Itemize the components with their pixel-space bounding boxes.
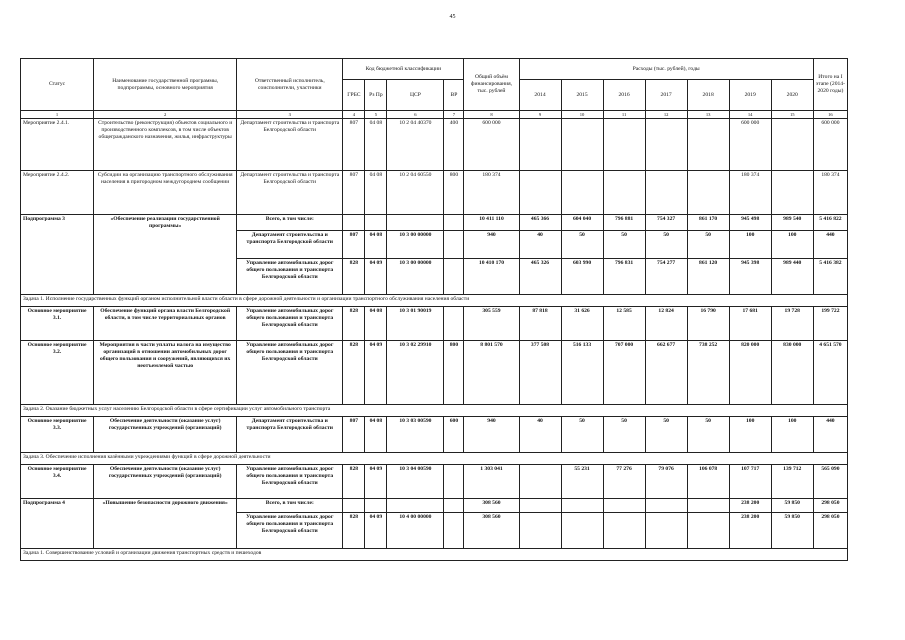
year-cell: 50 [603,417,645,453]
task-title: Задача 2. Оказание бюджетных услуг населению Белгородской области в сфере сертификации услуг автомобильного транспорта [21,405,848,417]
year-cell: 662 677 [645,341,687,405]
vr-cell [444,513,464,549]
rzpr-cell: 04 09 [365,513,387,549]
rzpr-cell [365,215,387,231]
year-cell: 50 [603,231,645,259]
name-cell: Обеспечение деятельности (оказание услуг) государственных учреждений (организаций) [94,465,237,499]
csr-cell: 10 3 00 00000 [387,259,444,295]
task-row [21,295,848,307]
csr-cell: 10 3 03 00590 [387,417,444,453]
year-cell: 50 [561,417,603,453]
year-cell: 100 [771,417,813,453]
year-cell [645,171,687,215]
vr-cell [444,231,464,259]
final-cell: 199 722 [813,307,847,341]
responsible-cell: Департамент строительства и транспорта Белгородской области [237,171,343,215]
header-year: 2020 [771,80,813,111]
table-row [21,307,848,341]
header-total-volume: Общий объём финансирования, тыс. рублей [464,59,519,111]
final-cell: 5 416 382 [813,259,847,295]
col-number: 11 [603,111,645,119]
year-cell: 50 [687,417,729,453]
year-cell: 989 540 [771,215,813,231]
rzpr-cell: 04 08 [365,231,387,259]
responsible-cell: Управление автомобильных дорог общего пользования и транспорта Белгородской области [237,465,343,499]
year-cell [771,171,813,215]
table-row [21,465,848,499]
task-title: Задача 1. Исполнение государственных функций органом исполнительной власти области в сфере дорожной деятельности и организации транспортного обслуживания населения области [21,295,848,307]
csr-cell: 10 2 04 60550 [387,171,444,215]
header-budget-code: Код бюджетной классификации [343,59,464,80]
year-cell: 861 170 [687,215,729,231]
year-cell: 100 [729,231,771,259]
year-cell: 465 366 [519,215,561,231]
year-cell: 945 398 [729,259,771,295]
year-cell: 861 120 [687,259,729,295]
header-csr: ЦСР [387,80,444,111]
header-name: Наименование государственной программы, подпрограммы, основного мероприятия [94,59,237,111]
vr-cell: 800 [444,171,464,215]
year-cell: 50 [687,231,729,259]
vr-cell: 400 [444,119,464,171]
header-final: Итого на I этапе (2014-2020 годы) [813,59,847,111]
responsible-cell: Управление автомобильных дорог общего пользования и транспорта Белгородской области [237,341,343,405]
col-number: 10 [561,111,603,119]
responsible-cell: Департамент строительства и транспорта Белгородской области [237,417,343,453]
task-row [21,405,848,417]
total-cell: 940 [464,231,519,259]
responsible-cell: Всего, в том числе: [237,215,343,231]
vr-cell: 800 [444,341,464,405]
status-cell: Мероприятие 2.4.2. [21,171,94,215]
header-year: 2017 [645,80,687,111]
year-cell: 754 277 [645,259,687,295]
header-year: 2018 [687,80,729,111]
total-cell: 180 374 [464,171,519,215]
year-cell [603,171,645,215]
final-cell: 565 090 [813,465,847,499]
total-cell: 308 560 [464,499,519,513]
header-grbs: ГРБС [343,80,365,111]
col-number: 2 [94,111,237,119]
name-cell: «Повышение безопасности дорожного движения» [94,499,237,549]
header-vr: ВР [444,80,464,111]
grbs-cell: 828 [343,307,365,341]
year-cell: 100 [729,417,771,453]
responsible-cell: Департамент строительства и транспорта Белгородской области [237,231,343,259]
total-cell: 10 411 110 [464,215,519,231]
col-number: 1 [21,111,94,119]
col-number: 4 [343,111,365,119]
csr-cell: 10 3 02 29910 [387,341,444,405]
table-row [21,341,848,405]
year-cell: 77 276 [603,465,645,499]
total-cell: 8 801 570 [464,341,519,405]
year-cell: 59 850 [771,499,813,513]
year-cell: 87 818 [519,307,561,341]
year-cell: 604 040 [561,215,603,231]
rzpr-cell: 04 08 [365,417,387,453]
year-cell: 377 508 [519,341,561,405]
csr-cell: 10 3 00 00000 [387,231,444,259]
year-cell [687,171,729,215]
year-cell: 50 [561,231,603,259]
year-cell: 820 000 [729,341,771,405]
status-cell: Основное мероприятие 3.3. [21,417,94,453]
grbs-cell [343,499,365,513]
vr-cell [444,307,464,341]
grbs-cell: 807 [343,417,365,453]
total-cell: 305 559 [464,307,519,341]
header-year: 2019 [729,80,771,111]
final-cell: 180 374 [813,171,847,215]
grbs-cell [343,215,365,231]
col-number: 14 [729,111,771,119]
year-cell [687,513,729,549]
header-status: Статус [21,59,94,111]
year-cell [561,171,603,215]
header-year: 2016 [603,80,645,111]
final-cell: 298 050 [813,499,847,513]
year-cell: 238 200 [729,499,771,513]
total-cell: 940 [464,417,519,453]
total-cell: 308 560 [464,513,519,549]
year-cell [645,513,687,549]
year-cell: 754 327 [645,215,687,231]
year-cell: 107 717 [729,465,771,499]
rzpr-cell: 04 08 [365,119,387,171]
responsible-cell: Департамент строительства и транспорта Белгородской области [237,119,343,171]
year-cell [603,513,645,549]
year-cell: 40 [519,417,561,453]
table-row [21,215,848,231]
year-cell: 100 [771,231,813,259]
year-cell: 139 712 [771,465,813,499]
total-cell: 1 303 041 [464,465,519,499]
table-row [21,499,848,513]
grbs-cell: 807 [343,119,365,171]
year-cell: 465 326 [519,259,561,295]
financing-table [20,58,848,561]
year-cell [519,513,561,549]
year-cell [687,119,729,171]
col-number: 7 [444,111,464,119]
col-number: 12 [645,111,687,119]
year-cell [519,171,561,215]
name-cell: Субсидии на организацию транспортного обслуживания населения в пригородном междугороднем сообщении [94,171,237,215]
responsible-cell: Управление автомобильных дорог общего пользования и транспорта Белгородской области [237,513,343,549]
year-cell: 55 231 [561,465,603,499]
status-cell: Подпрограмма 3 [21,215,94,295]
year-cell [603,119,645,171]
year-cell: 59 850 [771,513,813,549]
vr-cell [444,259,464,295]
year-cell: 106 078 [687,465,729,499]
rzpr-cell [365,499,387,513]
name-cell: «Обеспечение реализации государственной программы» [94,215,237,295]
column-number-row [21,111,848,119]
year-cell [519,119,561,171]
year-cell [519,499,561,513]
grbs-cell: 807 [343,171,365,215]
grbs-cell: 828 [343,259,365,295]
year-cell: 603 990 [561,259,603,295]
col-number: 3 [237,111,343,119]
name-cell: Мероприятия в части уплаты налога на имущество организаций в отношении автомобильных дорог общего пользования и сооружений, являющихся их неотъемлемой частью [94,341,237,405]
year-cell [603,499,645,513]
year-cell [561,119,603,171]
year-cell [561,513,603,549]
final-cell: 440 [813,417,847,453]
final-cell: 5 416 822 [813,215,847,231]
rzpr-cell: 04 09 [365,341,387,405]
col-number: 6 [387,111,444,119]
table-row [21,119,848,171]
vr-cell [444,499,464,513]
task-row [21,453,848,465]
name-cell: Строительство (реконструкция) объектов социального и производственного комплексов, в том числе объектов общегражданского назначения, жилья, инфраструктуры [94,119,237,171]
col-number: 13 [687,111,729,119]
task-title: Задача 1. Совершенствование условий и организации движения транспортных средств и пешеходов [21,549,848,561]
header-year: 2014 [519,80,561,111]
year-cell: 19 728 [771,307,813,341]
year-cell [645,119,687,171]
grbs-cell: 828 [343,341,365,405]
rzpr-cell: 04 08 [365,171,387,215]
final-cell: 600 000 [813,119,847,171]
col-number: 8 [464,111,519,119]
year-cell [771,119,813,171]
final-cell: 4 651 570 [813,341,847,405]
grbs-cell: 828 [343,465,365,499]
table-row [21,417,848,453]
csr-cell: 10 4 00 00000 [387,513,444,549]
year-cell: 830 000 [771,341,813,405]
task-title: Задача 3. Обеспечение исполнения казёнными учреждениями функций в сфере дорожной деятельности [21,453,848,465]
year-cell: 79 076 [645,465,687,499]
header-year: 2015 [561,80,603,111]
vr-cell [444,465,464,499]
year-cell [519,465,561,499]
final-cell: 298 050 [813,513,847,549]
page-number: 45 [449,14,456,20]
year-cell: 12 824 [645,307,687,341]
year-cell: 600 000 [729,119,771,171]
col-number: 16 [813,111,847,119]
year-cell: 516 133 [561,341,603,405]
year-cell [645,499,687,513]
year-cell: 738 252 [687,341,729,405]
year-cell: 707 000 [603,341,645,405]
status-cell: Мероприятие 2.4.1. [21,119,94,171]
status-cell: Основное мероприятие 3.1. [21,307,94,341]
header-expenses: Расходы (тыс. рублей), годы [519,59,813,80]
responsible-cell: Управление автомобильных дорог общего пользования и транспорта Белгородской области [237,259,343,295]
status-cell: Основное мероприятие 3.4. [21,465,94,499]
year-cell [561,499,603,513]
status-cell: Основное мероприятие 3.2. [21,341,94,405]
year-cell: 238 200 [729,513,771,549]
table-row [21,171,848,215]
year-cell: 796 831 [603,259,645,295]
task-row [21,549,848,561]
year-cell: 31 626 [561,307,603,341]
rzpr-cell: 04 09 [365,259,387,295]
col-number: 9 [519,111,561,119]
col-number: 5 [365,111,387,119]
csr-cell [387,499,444,513]
vr-cell [444,215,464,231]
year-cell: 16 790 [687,307,729,341]
header-responsible: Ответственный исполнитель, соисполнители, участники [237,59,343,111]
responsible-cell: Управление автомобильных дорог общего пользования и транспорта Белгородской области [237,307,343,341]
year-cell: 945 498 [729,215,771,231]
grbs-cell: 828 [343,513,365,549]
name-cell: Обеспечение функций органа власти Белгородской области, в том числе территориальных органов [94,307,237,341]
csr-cell: 10 2 04 40370 [387,119,444,171]
col-number: 15 [771,111,813,119]
year-cell: 796 881 [603,215,645,231]
year-cell: 17 681 [729,307,771,341]
year-cell: 50 [645,231,687,259]
year-cell: 989 440 [771,259,813,295]
year-cell: 180 374 [729,171,771,215]
vr-cell: 600 [444,417,464,453]
header-rzpr: Рз Пр [365,80,387,111]
csr-cell [387,215,444,231]
responsible-cell: Всего, в том числе: [237,499,343,513]
csr-cell: 10 3 04 00590 [387,465,444,499]
year-cell: 50 [645,417,687,453]
final-cell: 440 [813,231,847,259]
rzpr-cell: 04 08 [365,307,387,341]
year-cell: 12 585 [603,307,645,341]
year-cell: 40 [519,231,561,259]
year-cell [687,499,729,513]
csr-cell: 10 3 01 90019 [387,307,444,341]
grbs-cell: 807 [343,231,365,259]
total-cell: 10 410 170 [464,259,519,295]
rzpr-cell: 04 09 [365,465,387,499]
total-cell: 600 000 [464,119,519,171]
status-cell: Подпрограмма 4 [21,499,94,549]
name-cell: Обеспечение деятельности (оказание услуг) государственных учреждений (организаций) [94,417,237,453]
